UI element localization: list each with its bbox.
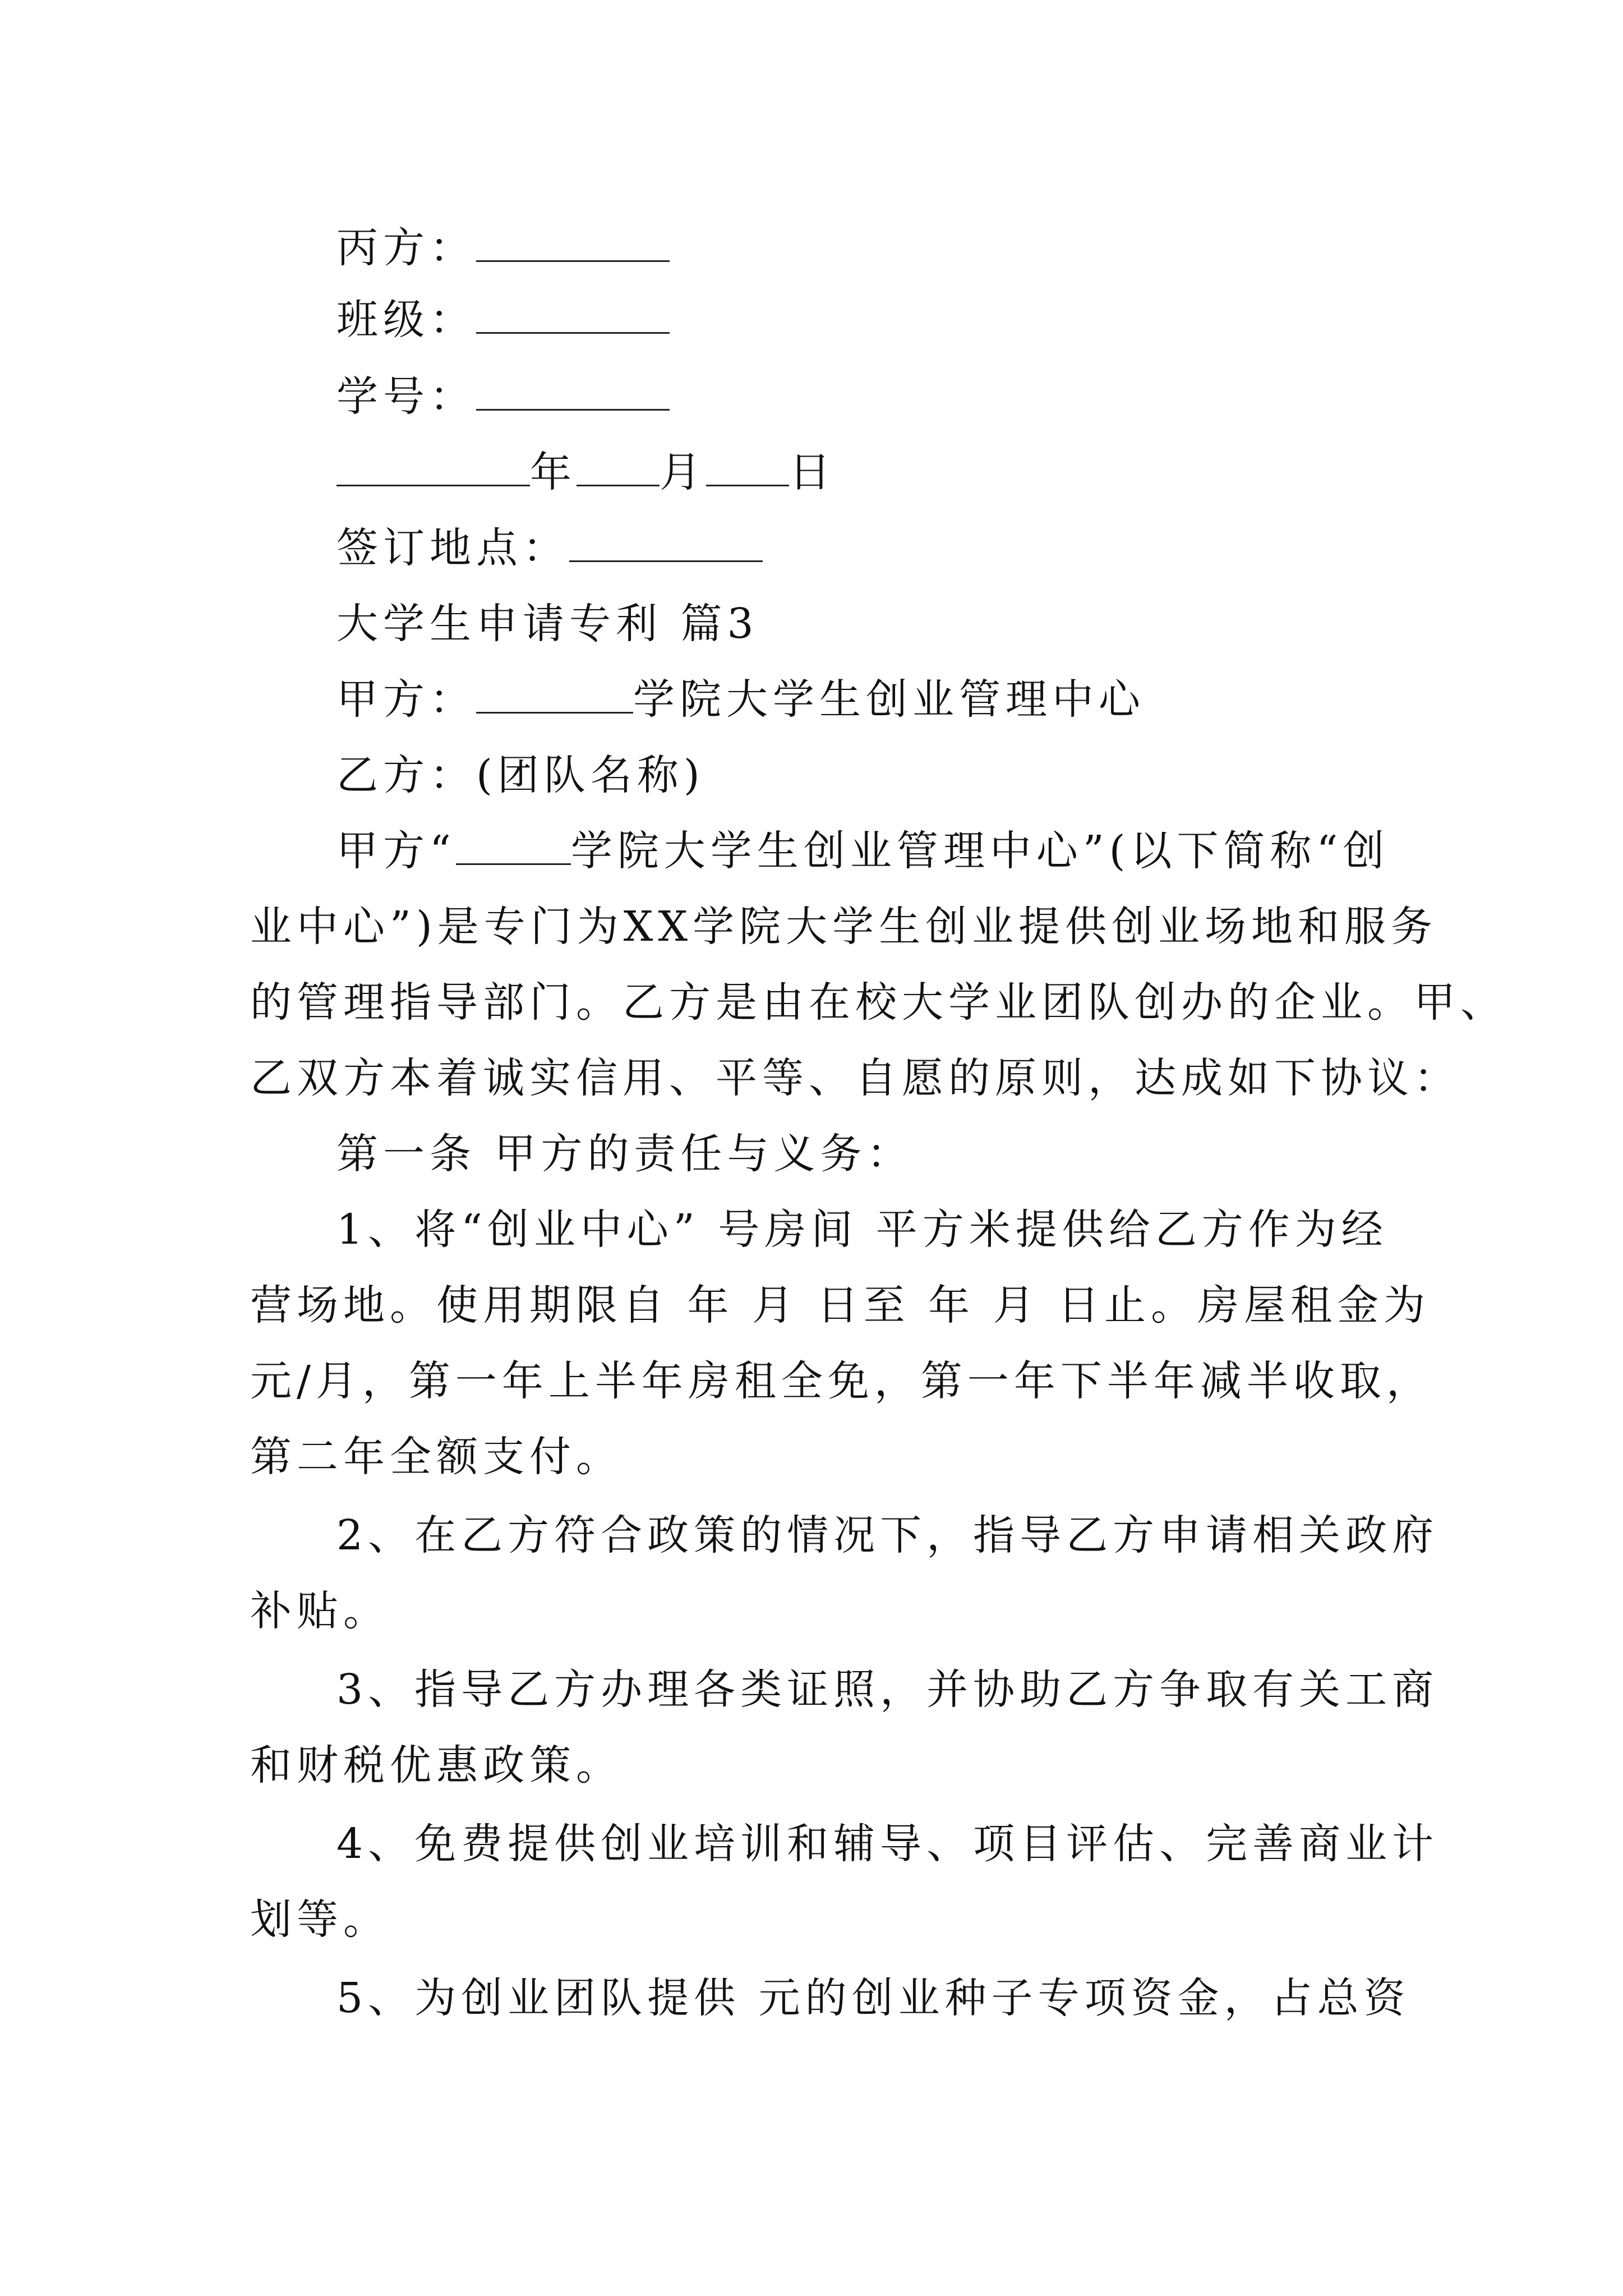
- party-c-blank: [476, 228, 670, 262]
- intro-line-4: 乙双方本着诚实信用、平等、自愿的原则，达成如下协议：: [250, 1054, 1460, 1102]
- year-blank: [336, 452, 530, 486]
- intro-blank: [456, 831, 571, 865]
- class-label: 班级：: [336, 296, 476, 344]
- party-c-label: 丙方：: [336, 224, 476, 272]
- item1-line-3: 元/月，第一年上半年房租全免，第一年下半年减半收取，: [250, 1357, 1433, 1405]
- item1-line-1: 1、将“创业中心” 号房间 平方米提供给乙方作为经: [336, 1205, 1388, 1254]
- intro-line-3: 的管理指导部门。乙方是由在校大学业团队创办的企业。甲、: [250, 978, 1507, 1027]
- intro-line-2: 业中心”)是专门为XX学院大学生创业提供创业场地和服务: [250, 903, 1438, 951]
- item4-line-2: 划等。: [250, 1895, 390, 1944]
- party-c-line: [336, 224, 670, 272]
- item3-line-2: 和财税优惠政策。: [250, 1741, 623, 1789]
- student-id-blank: [476, 376, 670, 411]
- date-year: 年: [530, 448, 577, 496]
- item5-line-1: 5、为创业团队提供 元的创业种子专项资金，占总资: [336, 1974, 1410, 2022]
- date-line: [336, 448, 836, 496]
- party-b-line: 乙方：(团队名称): [336, 751, 705, 799]
- place-blank: [569, 528, 763, 562]
- party-a-blank: [476, 679, 633, 714]
- class-blank: [476, 300, 670, 334]
- item4-line-1: 4、免费提供创业培训和辅导、项目评估、完善商业计: [336, 1820, 1439, 1868]
- party-a-suffix: 学院大学生创业管理中心: [633, 675, 1145, 724]
- student-id-label: 学号：: [336, 372, 476, 421]
- date-month: 月: [660, 448, 706, 496]
- intro-l1-text: 学院大学生创业管理中心”(以下简称“创: [570, 827, 1390, 875]
- student-id-line: [336, 372, 670, 421]
- intro-prefix: 甲方“: [336, 827, 456, 875]
- intro-line-1: [336, 827, 1390, 875]
- class-line: [336, 296, 670, 344]
- date-day: 日: [789, 448, 836, 496]
- item1-line-2: 营场地。使用期限自 年 月 日至 年 月 日止。房屋租金为: [250, 1281, 1431, 1329]
- party-a-line: [336, 675, 1145, 724]
- day-blank: [706, 452, 789, 486]
- item3-line-1: 3、指导乙方办理各类证照，并协助乙方争取有关工商: [336, 1665, 1439, 1714]
- month-blank: [577, 452, 660, 486]
- item2-line-2: 补贴。: [250, 1587, 390, 1635]
- place-label: 签订地点：: [336, 524, 569, 572]
- item1-line-4: 第二年全额支付。: [250, 1433, 623, 1481]
- article1-heading: 第一条 甲方的责任与义务：: [336, 1130, 914, 1178]
- section-title: 大学生申请专利 篇3: [336, 600, 759, 648]
- place-line: [336, 524, 763, 572]
- item2-line-1: 2、在乙方符合政策的情况下，指导乙方申请相关政府: [336, 1511, 1439, 1559]
- party-a-label: 甲方：: [336, 675, 476, 724]
